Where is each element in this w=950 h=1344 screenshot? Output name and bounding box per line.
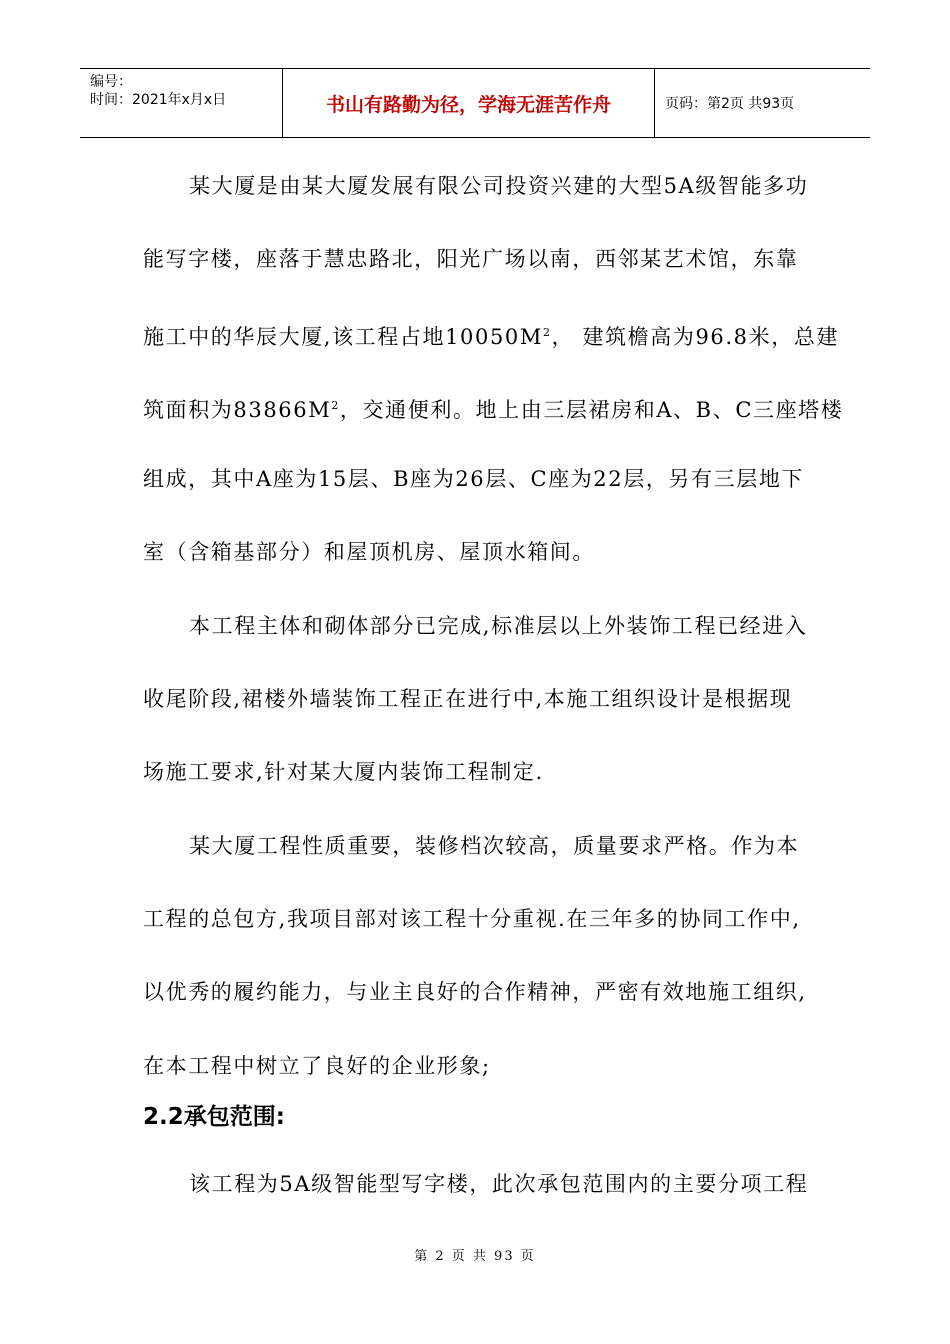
paragraph-line: 室（含箱基部分）和屋顶机房、屋顶水箱间。: [143, 540, 595, 565]
section-text: 该工程为5A级智能型写字楼，此次承包范围内的主要分项工程: [189, 1172, 809, 1196]
header-motto: 书山有路勤为径，学海无涯苦作舟: [282, 69, 655, 137]
line-text: 施工中的华辰大厦,该工程占地10050M: [143, 324, 543, 349]
header-meta: [80, 69, 282, 137]
paragraph-line: 某大厦工程性质重要，装修档次较高，质量要求严格。作为本: [189, 833, 800, 858]
paragraph-line: 收尾阶段,裙楼外墙装饰工程正在进行中,本施工组织设计是根据现: [143, 687, 793, 712]
page-footer: 第 2 页 共 93 页: [414, 1249, 536, 1264]
paragraph-line: 能写字楼，座落于慧忠路北，阳光广场以南，西邻某艺术馆，东靠: [143, 247, 799, 272]
time-label: 时间：2021年x月x日: [90, 92, 227, 108]
line-text: ， 建筑檐高为96.8米，总建: [551, 324, 840, 349]
page-header: [80, 68, 870, 138]
paragraph-line: 某大厦是由某大厦发展有限公司投资兴建的大型5A级智能多功: [189, 174, 809, 198]
paragraph-line: [143, 301, 840, 374]
paragraph-line: [143, 374, 844, 447]
paragraph-line: 以优秀的履约能力，与业主良好的合作精神，严密有效地施工组织,: [143, 980, 807, 1005]
paragraph-line: 工程的总包方,我项目部对该工程十分重视.在三年多的协同工作中,: [143, 906, 801, 931]
superscript: 2: [331, 398, 340, 412]
line-text: 筑面积为83866M: [143, 397, 332, 422]
header-page-info: 页码：第2页 共93页: [665, 96, 795, 112]
number-label: 编号：: [90, 74, 132, 90]
paragraph-line: 组成，其中A座为15层、B座为26层、C座为22层，另有三层地下: [143, 467, 805, 492]
paragraph-line: 本工程主体和砌体部分已完成,标准层以上外装饰工程已经进入: [189, 613, 808, 638]
paragraph-line: 在本工程中树立了良好的企业形象;: [143, 1053, 491, 1078]
document-body: [143, 154, 844, 1107]
paragraph-line: 场施工要求,针对某大厦内装饰工程制定.: [143, 760, 544, 785]
superscript: 2: [542, 325, 552, 339]
line-text: ，交通便利。地上由三层裙房和A、B、C三座塔楼: [339, 397, 844, 422]
section-heading: 2.2承包范围:: [143, 1104, 285, 1130]
